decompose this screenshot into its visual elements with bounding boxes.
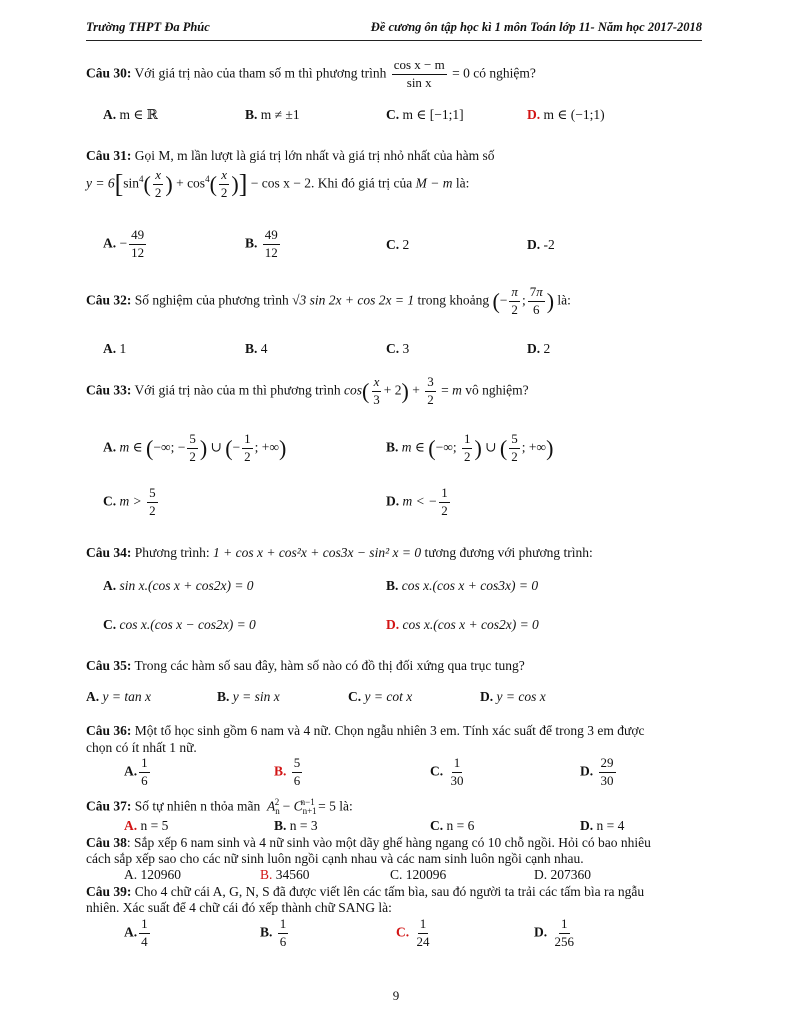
q32-option-b[interactable]: B. 4 [245,341,268,356]
q38-option-c[interactable]: C. 120096 [390,867,447,882]
q31-option-a[interactable]: A. − $\frac{49}{12}$ [103,227,145,260]
q37-option-a[interactable]: A. n = 5 [124,818,169,833]
q37-option-d[interactable]: D. n = 4 [580,818,625,833]
q31-option-b[interactable]: B. $\frac{49}{12}$ [245,227,278,260]
q31-option-c[interactable]: C. 2 [386,237,410,252]
q34-option-b[interactable]: B. cos x.(cos x + cos3x) = 0 [386,578,539,593]
question-36: Câu 36: Một tổ học sinh gồm 6 nam và 4 nữ. Chọn ngẫu nhiên 3 em. Tính xác suất để trong 3 em được [86,723,645,738]
q33-option-d[interactable]: D. m < − $\frac{1}{2}$ [386,485,448,518]
question-32: Câu 32: Số nghiệm của phương trình √3 sin 2x + cos 2x = 1 trong khoảng (− $\frac{\pi}{2}$ ; $\frac{7\pi}{6}$ ) là: [86,284,571,317]
q30-option-b[interactable]: B. m ≠ ±1 [245,107,300,122]
question-35: Câu 35: Trong các hàm số sau đây, hàm số nào có đồ thị đối xứng qua trục tung? [86,658,525,673]
q31-option-d[interactable]: D. -2 [527,237,555,252]
question-39-line2: nhiên. Xác suất để 4 chữ cái đó xếp thành chữ SANG là: [86,900,392,915]
q30-option-c[interactable]: C. m ∈ [−1;1] [386,107,464,122]
q33-option-a[interactable]: A. m ∈ (−∞; − $\frac{5}{2}$ ) ∪ (− $\frac{1}{2}$ ; +∞) [103,431,287,464]
document-title: Đề cương ôn tập học kì 1 môn Toán lớp 11- Năm học 2017-2018 [370,20,702,34]
q34-option-a[interactable]: A. sin x.(cos x + cos2x) = 0 [103,578,254,593]
question-33: Câu 33: Với giá trị nào của m thì phương trình cos( $\frac{x}{3}$ + 2) + $\frac{3}{2}$ = m vô nghiệm? [86,374,529,407]
q34-option-d[interactable]: D. cos x.(cos x + cos2x) = 0 [386,617,539,632]
q39-option-b[interactable]: B. $\frac{1}{6}$ [260,916,287,949]
question-34: Câu 34: Phương trình: 1 + cos x + cos²x + cos3x − sin² x = 0 tương đương với phương trình: [86,545,593,560]
q39-option-d[interactable]: D. $\frac{1}{256}$ [534,916,574,949]
fraction: $\frac{\text{cos x − m}}{\text{sin x}}$ [393,57,445,90]
q32-option-c[interactable]: C. 3 [386,341,410,356]
q32-option-d[interactable]: D. 2 [527,341,551,356]
question-38: Câu 38: Sắp xếp 6 nam sinh và 4 nữ sinh vào một dãy ghế hàng ngang có 10 chỗ ngồi. Hỏi có bao nhiêu [86,835,651,850]
q30-option-a[interactable]: A. m ∈ ℝ [103,107,158,122]
q32-option-a[interactable]: A. 1 [103,341,127,356]
q38-option-b[interactable]: B. 34560 [260,867,310,882]
question-39: Câu 39: Cho 4 chữ cái A, G, N, S đã được viết lên các tấm bìa, sau đó người ta trải các tấm bìa ra ngẫu [86,884,645,899]
q33-option-b[interactable]: B. m ∈ (−∞; $\frac{1}{2}$ ) ∪ ( $\frac{5}{2}$ ; +∞) [386,431,554,464]
school-name: Trường THPT Đa Phúc [86,20,210,34]
q31-function: $y = 6[\sin^4$( $\frac{x}{2}$ ) + $\cos^4$( $\frac{x}{2}$ )] − cos x − 2. Khi đó giá trị của M − m là: [86,167,470,200]
q36-option-c[interactable]: C. $\frac{1}{30}$ [430,755,464,788]
q38-option-d[interactable]: D. 207360 [534,867,591,882]
page-number: 9 [392,988,400,1003]
q36-option-b[interactable]: B. $\frac{5}{6}$ [274,755,301,788]
question-31: Câu 31: Gọi M, m lần lượt là giá trị lớn nhất và giá trị nhỏ nhất của hàm số [86,148,495,163]
q37-option-b[interactable]: B. n = 3 [274,818,318,833]
q38-option-a[interactable]: A. 120960 [124,867,181,882]
page-header [86,18,702,41]
question-30: Câu 30: Với giá trị nào của tham số m thì phương trình $\frac{\text{cos x − m}}{\text{sin x}}$ = 0 có nghiệm? [86,57,536,90]
q35-option-c[interactable]: C. y = cot x [348,689,413,704]
q33-option-c[interactable]: C. m > $\frac{5}{2}$ [103,485,156,518]
question-37: Câu 37: Số tự nhiên n thỏa mãn $A_n^2 - C_{n+1}^{n-1} = 5$ là: [86,797,353,817]
q39-option-a[interactable]: A. $\frac{1}{4}$ [124,916,148,949]
q35-option-b[interactable]: B. y = sin x [217,689,280,704]
q35-option-d[interactable]: D. y = cos x [480,689,546,704]
q36-option-d[interactable]: D. $\frac{29}{30}$ [580,755,614,788]
q36-option-a[interactable]: A. $\frac{1}{6}$ [124,755,148,788]
q34-option-c[interactable]: C. cos x.(cos x − cos2x) = 0 [103,617,256,632]
q30-option-d[interactable]: D. m ∈ (−1;1) [527,107,605,122]
question-38-line2: cách sắp xếp sao cho các nữ sinh luôn ngồi cạnh nhau và các nam sinh luôn ngồi cạnh nhau. [86,851,584,866]
q39-option-c[interactable]: C. $\frac{1}{24}$ [396,916,430,949]
q37-option-c[interactable]: C. n = 6 [430,818,475,833]
q35-option-a[interactable]: A. y = tan x [86,689,151,704]
question-36-line2: chọn có ít nhất 1 nữ. [86,740,197,755]
